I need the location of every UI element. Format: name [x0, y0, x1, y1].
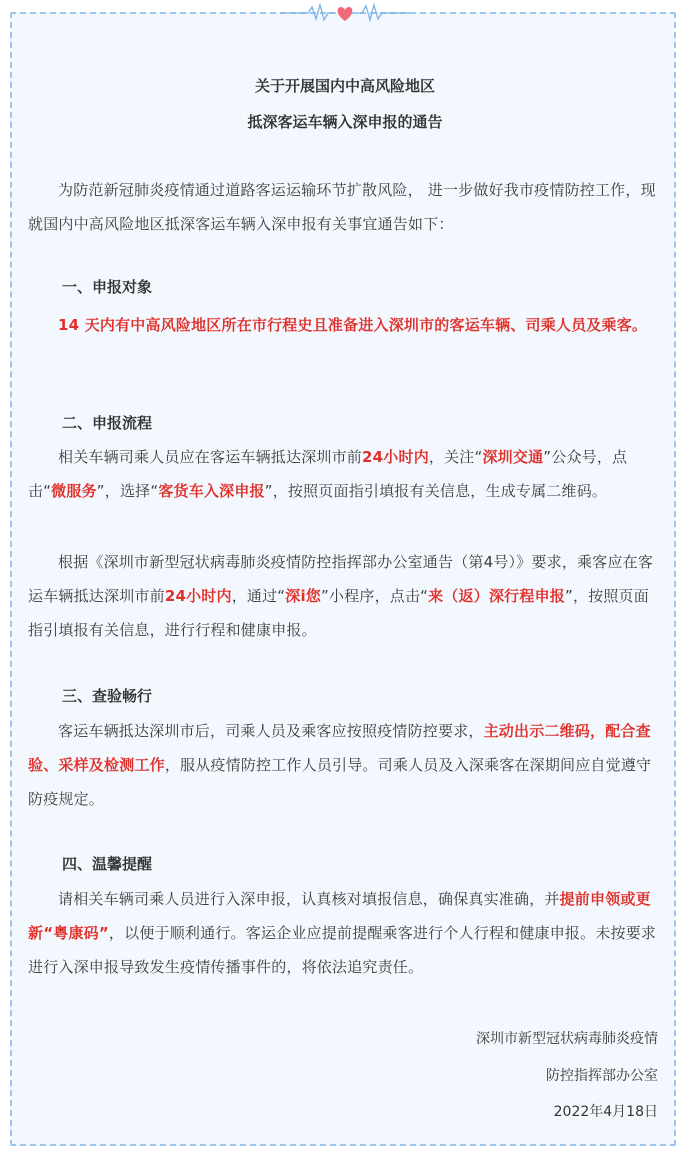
signature-org-line2: 防控指挥部办公室 — [546, 1068, 658, 1084]
section2-heading: 二、申报流程 — [62, 414, 153, 432]
section4-heading: 四、温馨提醒 — [62, 855, 153, 873]
notice-title-line1: 关于开展国内中高风险地区 — [254, 77, 435, 95]
signature-org-line1: 深圳市新型冠状病毒肺炎疫情 — [476, 1031, 658, 1047]
section1-heading: 一、申报对象 — [62, 278, 153, 296]
intro-paragraph: 为防范新冠肺炎疫情通过道路客运运输环节扩散风险， 进一步做好我市疫情防控工作，现就国内中高风险地区抵深客运车辆入深申报有关事宜通告如下： — [28, 181, 656, 233]
heartbeat-heart-icon — [280, 2, 410, 24]
notice-title-line2: 抵深客运车辆入深申报的通告 — [247, 113, 443, 131]
section2-paragraph1: 相关车辆司乘人员应在客运车辆抵达深圳市前24小时内，关注“深圳交通”公众号，点击“微服务”，选择“客货车入深申报”，按照页面指引填报有关信息，生成专属二维码。 — [28, 448, 628, 500]
section1-highlight: 14 天内有中高风险地区所在市行程史且准备进入深圳市的客运车辆、司乘人员及乘客。 — [58, 316, 648, 334]
signature-date: 2022年4月18日 — [553, 1104, 658, 1120]
section2-paragraph2: 根据《深圳市新型冠状病毒肺炎疫情防控指挥部办公室通告（第4号）》要求，乘客应在客运车辆抵达深圳市前24小时内，通过“深i您”小程序，点击“来（返）深行程申报”，按照页面指引填报有关信息，进行行程和健康申报。 — [28, 553, 654, 639]
section3-heading: 三、查验畅行 — [62, 687, 153, 705]
section3-paragraph: 客运车辆抵达深圳市后，司乘人员及乘客应按照疫情防控要求，主动出示二维码，配合查验、采样及检测工作，服从疫情防控工作人员引导。司乘人员及入深乘客在深期间应自觉遵守防疫规定。 — [28, 722, 652, 808]
section1-paragraph — [28, 308, 660, 342]
section4-paragraph: 请相关车辆司乘人员进行入深申报，认真核对填报信息，确保真实准确，并提前申领或更新“粤康码”，以便于顺利通行。客运企业应提前提醒乘客进行个人行程和健康申报。未按要求进行入深申报导致发生疫情传播事件的，将依法追究责任。 — [28, 890, 657, 976]
